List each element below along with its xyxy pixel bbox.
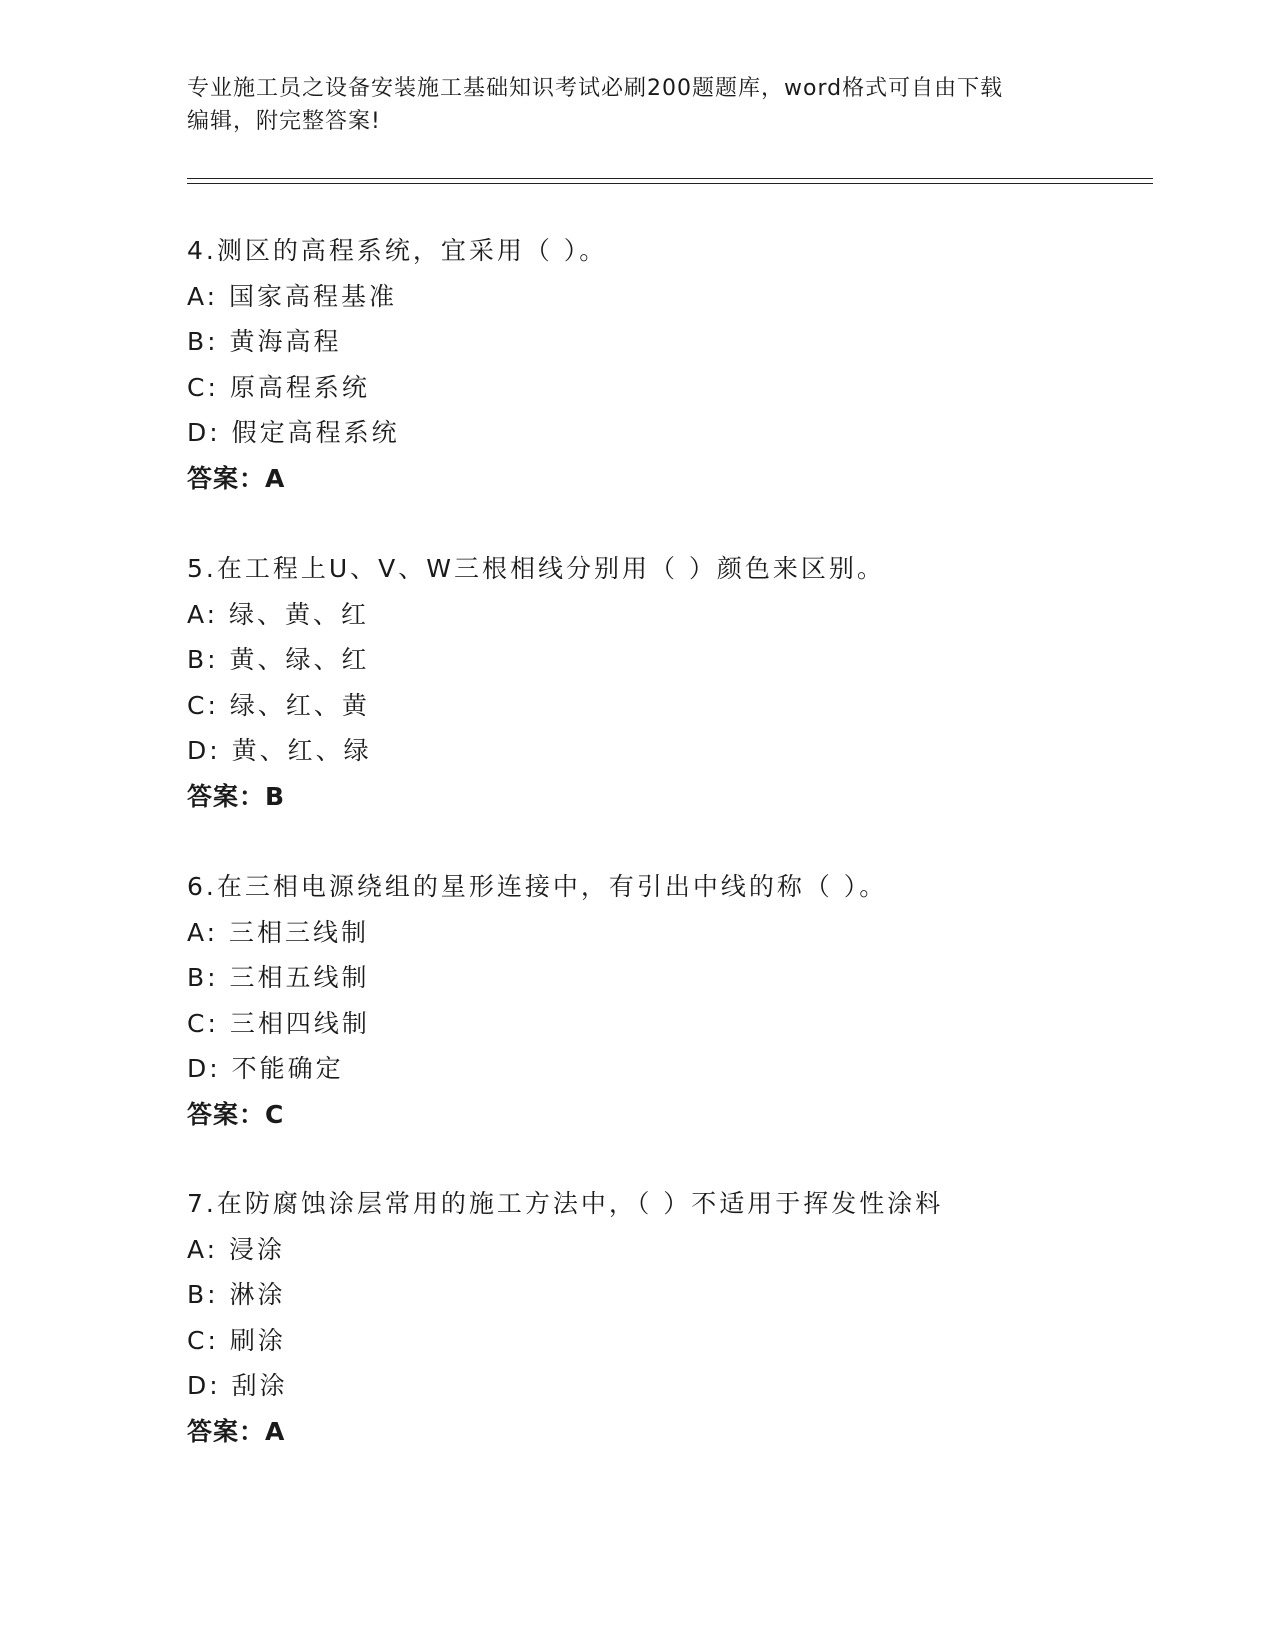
question-block <box>187 228 1127 501</box>
option-b: B: 黄海高程 <box>187 327 342 356</box>
answer-line: 答案：A <box>187 1416 286 1446</box>
header-divider-top <box>187 178 1153 179</box>
option-c: C: 绿、红、黄 <box>187 690 370 720</box>
option-d: D: 刮涂 <box>187 1371 288 1400</box>
header-divider-bottom <box>187 183 1153 184</box>
option-a: A: 三相三线制 <box>187 917 370 947</box>
option-c: C: 刷涂 <box>187 1325 286 1355</box>
option-a: A: 浸涂 <box>187 1234 286 1264</box>
document-header <box>187 72 1067 138</box>
option-d: D: 假定高程系统 <box>187 418 400 447</box>
question-block <box>187 1181 1127 1454</box>
question-stem: 7.在防腐蚀涂层常用的施工方法中，（ ）不适用于挥发性涂料 <box>187 1189 944 1218</box>
question-stem: 4.测区的高程系统，宜采用（ ）。 <box>187 236 608 265</box>
option-b: B: 三相五线制 <box>187 963 370 992</box>
question-stem: 6.在三相电源绕组的星形连接中，有引出中线的称（ ）。 <box>187 872 888 901</box>
header-line-2: 编辑，附完整答案! <box>187 109 381 134</box>
option-c: C: 原高程系统 <box>187 372 370 402</box>
option-b: B: 淋涂 <box>187 1280 286 1309</box>
option-a: A: 国家高程基准 <box>187 281 398 311</box>
header-line-1: 专业施工员之设备安装施工基础知识考试必刷200题题库，word格式可自由下载 <box>187 76 1004 101</box>
answer-line: 答案：C <box>187 1099 285 1129</box>
question-stem: 5.在工程上U、V、W三根相线分别用（ ）颜色来区别。 <box>187 554 885 583</box>
answer-line: 答案：B <box>187 781 286 811</box>
answer-line: 答案：A <box>187 463 286 493</box>
question-block <box>187 864 1127 1137</box>
question-block <box>187 546 1127 819</box>
option-b: B: 黄、绿、红 <box>187 645 370 674</box>
option-d: D: 不能确定 <box>187 1054 344 1083</box>
option-a: A: 绿、黄、红 <box>187 599 370 629</box>
option-c: C: 三相四线制 <box>187 1008 370 1038</box>
option-d: D: 黄、红、绿 <box>187 736 372 765</box>
